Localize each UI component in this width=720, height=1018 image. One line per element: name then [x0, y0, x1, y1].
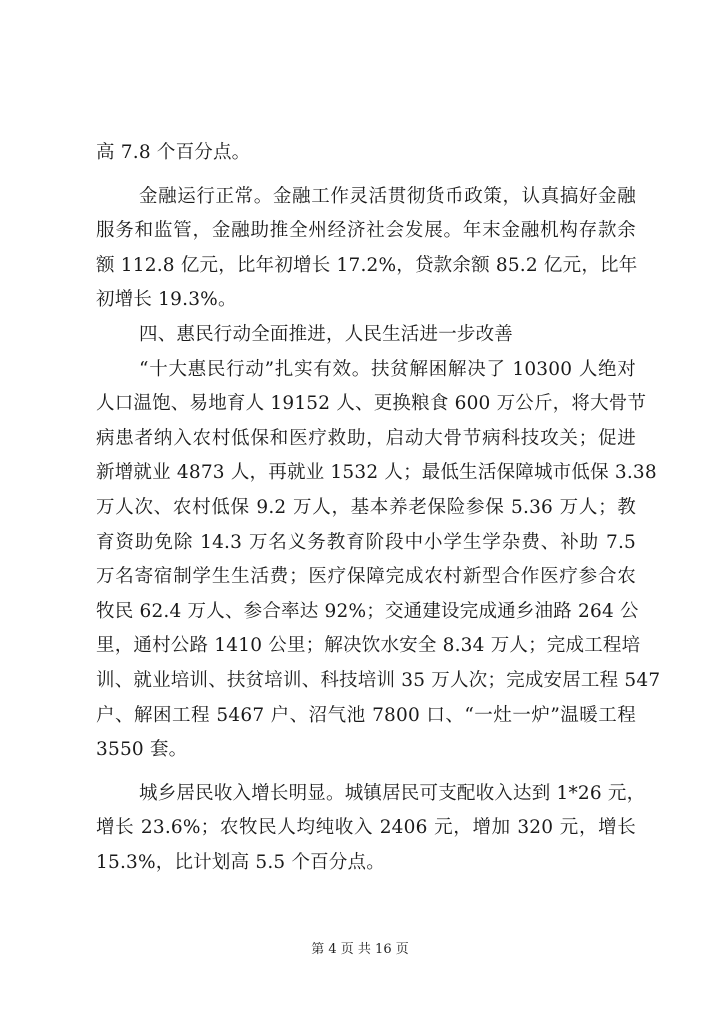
text-line: 增长 23.6%；农牧民人均纯收入 2406 元，增加 320 元，增长 [96, 817, 636, 839]
paragraph-gap [96, 171, 636, 180]
text-line: 牧民 62.4 万人、参合率达 92%；交通建设完成通乡油路 264 公 [96, 600, 639, 622]
text-line: 病患者纳入农村低保和医疗救助，启动大骨节病科技攻关；促进 [96, 427, 636, 449]
text-line: 金融运行正常。金融工作灵活贯彻货币政策，认真搞好金融 [139, 185, 636, 207]
text-line: 户、解困工程 5467 户、沼气池 7800 口、“一灶一炉”温暖工程 [96, 704, 636, 726]
text-line: 万名寄宿制学生生活费；医疗保障完成农村新型合作医疗参合农 [96, 566, 636, 588]
text-line: 服务和监管，金融助推全州经济社会发展。年末金融机构存款余 [96, 220, 636, 242]
text-line: 训、就业培训、扶贫培训、科技培训 35 万人次；完成安居工程 547 [96, 669, 661, 691]
paragraph-gap [96, 768, 636, 777]
text-line: 城乡居民收入增长明显。城镇居民可支配收入达到 1*26 元， [139, 782, 646, 804]
text-line: 人口温饱、易地育人 19152 人、更换粮食 600 万公斤，将大骨节 [96, 393, 647, 415]
text-line: 育资助免除 14.3 万名义务教育阶段中小学生学杂费、补助 7.5 [96, 531, 636, 553]
text-line: 初增长 19.3%。 [96, 289, 237, 311]
text-line: 万人次、农村低保 9.2 万人，基本养老保险参保 5.36 万人；教 [96, 496, 636, 518]
text-line: 高 7.8 个百分点。 [96, 142, 251, 163]
text-line: “十大惠民行动”扎实有效。扶贫解困解决了 10300 人绝对 [139, 358, 636, 380]
text-line: 3550 套。 [96, 739, 188, 761]
text-line: 15.3%，比计划高 5.5 个百分点。 [96, 851, 385, 873]
text-line: 四、惠民行动全面推进，人民生活进一步改善 [139, 323, 514, 345]
body-text [96, 136, 661, 880]
page-footer: 第 4 页 共 16 页 [311, 942, 409, 957]
text-line: 里，通村公路 1410 公里；解决饮水安全 8.34 万人；完成工程培 [96, 635, 641, 657]
text-line: 额 112.8 亿元，比年初增长 17.2%，贷款余额 85.2 亿元，比年 [96, 254, 638, 276]
text-line: 新增就业 4873 人，再就业 1532 人；最低生活保障城市低保 3.38 [96, 462, 657, 484]
